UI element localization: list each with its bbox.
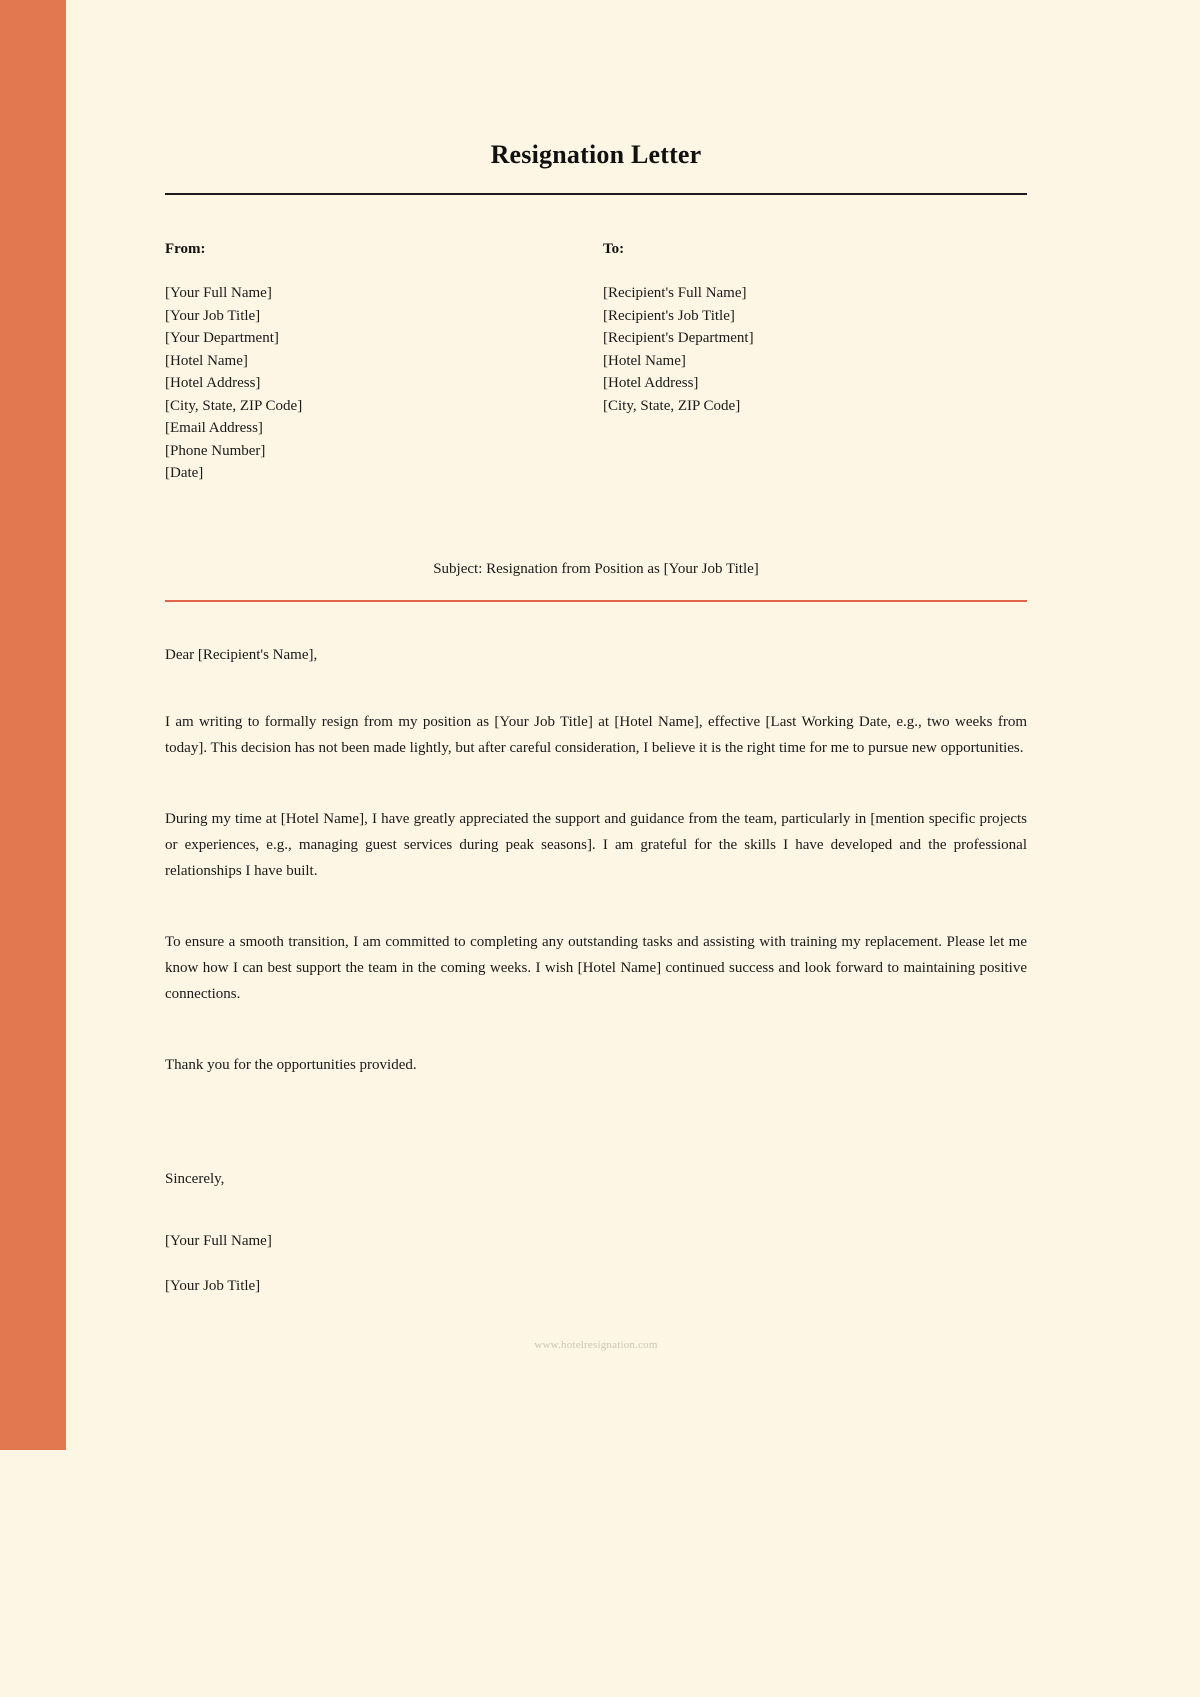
decorative-sidebar-accent bbox=[0, 0, 66, 1450]
sender-line: [Date] bbox=[165, 465, 204, 481]
sender-line: [Hotel Name] bbox=[165, 352, 248, 369]
recipient-line: [City, State, ZIP Code] bbox=[603, 397, 741, 414]
body-paragraph: Thank you for the opportunities provided. bbox=[165, 1056, 417, 1073]
subject-line: Subject: Resignation from Position as [Your Job Title] bbox=[433, 560, 759, 577]
sender-line: [Your Full Name] bbox=[165, 285, 272, 301]
closing-salutation: Sincerely, bbox=[165, 1170, 225, 1187]
title-divider bbox=[165, 193, 1027, 195]
signature-job-title: [Your Job Title] bbox=[165, 1277, 261, 1294]
recipient-label: To: bbox=[603, 241, 625, 257]
recipient-line: [Recipient's Department] bbox=[603, 330, 754, 346]
sender-line: [Your Department] bbox=[165, 330, 279, 346]
sender-line: [Email Address] bbox=[165, 420, 263, 436]
sender-line: [Phone Number] bbox=[165, 442, 266, 459]
footer-url: www.hotelresignation.com bbox=[534, 1338, 658, 1351]
sender-line: [Your Job Title] bbox=[165, 307, 261, 324]
recipient-line: [Hotel Address] bbox=[603, 375, 699, 391]
body-paragraph: During my time at [Hotel Name], I have greatly appreciated the support and guidance from the team, particularly in [mention specific projects or experiences, e.g., managing guest services during peak seasons]. I am grateful for the skills I have developed and the professional relationships I have built. bbox=[165, 810, 1027, 879]
letter-sheet bbox=[66, 0, 1200, 1697]
body-paragraph: I am writing to formally resign from my position as [Your Job Title] at [Hotel Name], effective [Last Working Date, e.g., two weeks from today]. This decision has not been made lightly, but after careful consideration, I believe it is the right time for me to pursue new opportunities. bbox=[165, 713, 1027, 756]
letter-content bbox=[165, 0, 1027, 1351]
sender-label: From: bbox=[165, 241, 206, 257]
recipient-line: [Recipient's Full Name] bbox=[603, 285, 747, 301]
salutation: Dear [Recipient's Name], bbox=[165, 646, 318, 663]
sender-block bbox=[165, 241, 596, 485]
sender-line: [City, State, ZIP Code] bbox=[165, 397, 303, 414]
page-title: Resignation Letter bbox=[490, 140, 702, 169]
address-block bbox=[165, 241, 1027, 485]
sender-line: [Hotel Address] bbox=[165, 375, 261, 391]
recipient-line: [Recipient's Job Title] bbox=[603, 307, 735, 324]
recipient-block bbox=[596, 241, 1027, 485]
subject-divider bbox=[165, 600, 1027, 602]
body-paragraph: To ensure a smooth transition, I am committed to completing any outstanding tasks and assisting with training my replacement. Please let me know how I can best support the team in the coming weeks. I wish [Hotel Name] continued success and look forward to maintaining positive connections. bbox=[165, 933, 1027, 1002]
recipient-line: [Hotel Name] bbox=[603, 352, 686, 369]
signature-name: [Your Full Name] bbox=[165, 1232, 272, 1249]
